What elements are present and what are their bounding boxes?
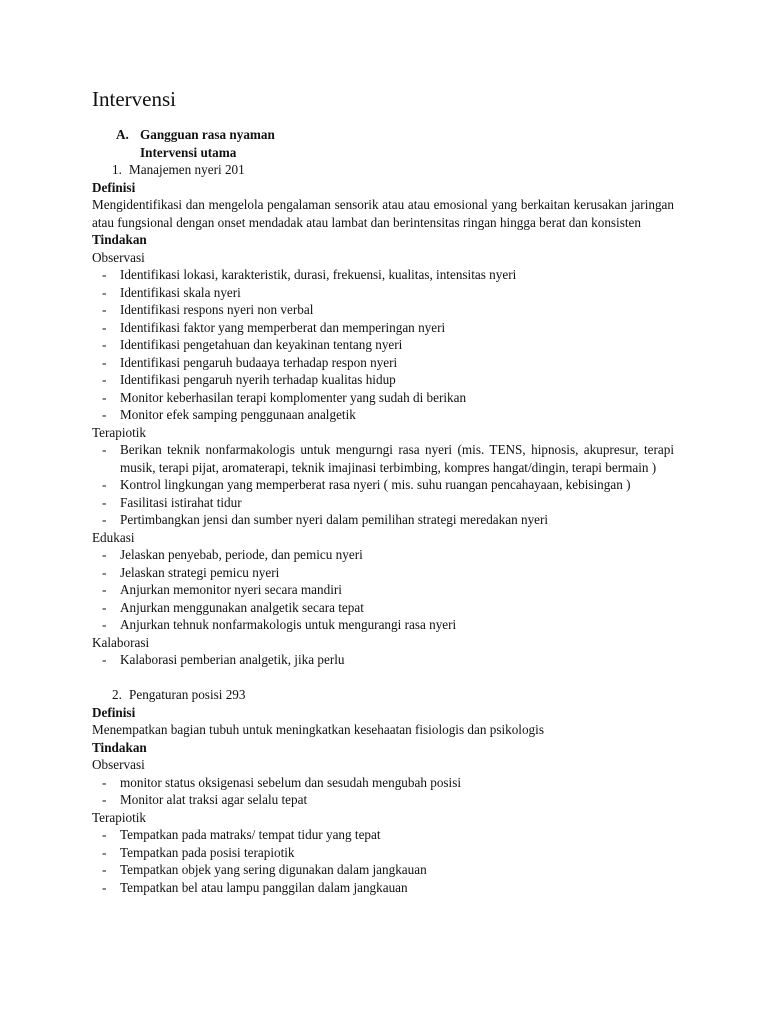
list-item: - Pertimbangkan jensi dan sumber nyeri dalam pemilihan strategi meredakan nyeri (102, 512, 549, 527)
list-item: - Kontrol lingkungan yang memperberat rasa nyeri ( mis. suhu ruangan pencahayaan, kebisingan ) (102, 477, 631, 492)
definition-label: Definisi (92, 179, 136, 195)
actions-label: Tindakan (92, 739, 147, 755)
group-terapiotik (92, 424, 674, 529)
list-item: - Tempatkan pada posisi terapiotik (102, 844, 295, 860)
intervention-1 (92, 161, 674, 669)
list-item: - Identifikasi pengaruh nyerih terhadap kualitas hidup (102, 372, 396, 387)
group-label: Edukasi (92, 529, 135, 545)
list-item: - monitor status oksigenasi sebelum dan sesudah mengubah posisi (102, 774, 462, 790)
definition-text: Menempatkan bagian tubuh untuk meningkatkan kesehaatan fisiologis dan psikologis (92, 722, 544, 737)
list-item: - Tempatkan bel atau lampu panggilan dalam jangkauan (102, 879, 408, 895)
section-subheading: Intervensi utama (140, 144, 237, 160)
group-label: Observasi (92, 757, 145, 772)
group-label: Kalaborasi (92, 634, 150, 650)
list-item: - Monitor efek samping penggunaan analgetik (102, 407, 356, 422)
group-edukasi (92, 529, 674, 634)
group-label: Terapiotik (92, 424, 147, 440)
intervention-title (92, 686, 674, 704)
bullet-list (92, 774, 674, 809)
definition-text: Mengidentifikasi dan mengelola pengalaman sensorik atau atau emosional yang berkaitan kerusakan jaringan atau fungsional dengan onset mendadak atau lambat dan berintensitas ringan hingga berat dan konsisten (92, 197, 674, 230)
list-item: - Anjurkan tehnuk nonfarmakologis untuk mengurangi rasa nyeri (102, 617, 457, 632)
list-item: - Identifikasi lokasi, karakteristik, durasi, frekuensi, kualitas, intensitas nyeri (102, 267, 517, 282)
list-item: - Identifikasi pengetahuan dan keyakinan tentang nyeri (102, 337, 403, 352)
list-item: - Tempatkan pada matraks/ tempat tidur yang tepat (102, 827, 381, 842)
bullet-list (92, 651, 674, 669)
page-title: Intervensi (92, 87, 176, 111)
list-item: - Kalaborasi pemberian analgetik, jika perlu (102, 652, 345, 667)
group-kalaborasi (92, 634, 674, 669)
group-label: Observasi (92, 249, 145, 265)
list-item: - Identifikasi faktor yang memperberat dan memperingan nyeri (102, 319, 446, 335)
spacer (92, 669, 674, 687)
actions-label: Tindakan (92, 232, 147, 247)
intervention-number: 2. (112, 687, 122, 702)
list-item: - Jelaskan penyebab, periode, dan pemicu nyeri (102, 547, 363, 562)
bullet-list (92, 441, 674, 529)
list-item: - Anjurkan menggunakan analgetik secara tepat (102, 599, 364, 615)
list-item: - Identifikasi pengaruh budaaya terhadap respon nyeri (102, 354, 398, 370)
list-item: - Monitor alat traksi agar selalu tepat (102, 792, 308, 807)
list-item: - Identifikasi skala nyeri (102, 284, 241, 300)
list-item: - Fasilitasi istirahat tidur (102, 494, 242, 510)
intervention-name: Pengaturan posisi 293 (129, 687, 246, 702)
intervention-title (92, 161, 674, 179)
group-observasi (92, 249, 674, 424)
list-item: - Jelaskan strategi pemicu nyeri (102, 564, 280, 580)
list-item: - Anjurkan memonitor nyeri secara mandiri (102, 582, 342, 597)
intervention-number: 1. (112, 162, 122, 177)
list-item: - Monitor keberhasilan terapi komplomenter yang sudah di berikan (102, 389, 467, 405)
list-item: - Tempatkan objek yang sering digunakan dalam jangkauan (102, 862, 427, 877)
bullet-list (92, 826, 674, 896)
section-letter: A. (116, 127, 129, 142)
list-item: - Berikan teknik nonfarmakologis untuk mengurngi rasa nyeri (mis. TENS, hipnosis, akupresur, terapi musik, terapi pijat, aromaterapi, teknik imajinasi terbimbing, kompres hangat/dingin, terapi bermain ) (102, 442, 674, 475)
group-terapiotik (92, 809, 674, 897)
group-label: Terapiotik (92, 809, 147, 825)
definition-label: Definisi (92, 704, 136, 720)
document-page (92, 84, 674, 896)
bullet-list (92, 266, 674, 424)
list-item: - Identifikasi respons nyeri non verbal (102, 302, 314, 317)
intervention-name: Manajemen nyeri 201 (129, 162, 245, 177)
section-heading (92, 126, 674, 144)
group-observasi (92, 756, 674, 809)
section-heading-text: Gangguan rasa nyaman (140, 127, 275, 142)
intervention-2 (92, 686, 674, 896)
bullet-list (92, 546, 674, 634)
